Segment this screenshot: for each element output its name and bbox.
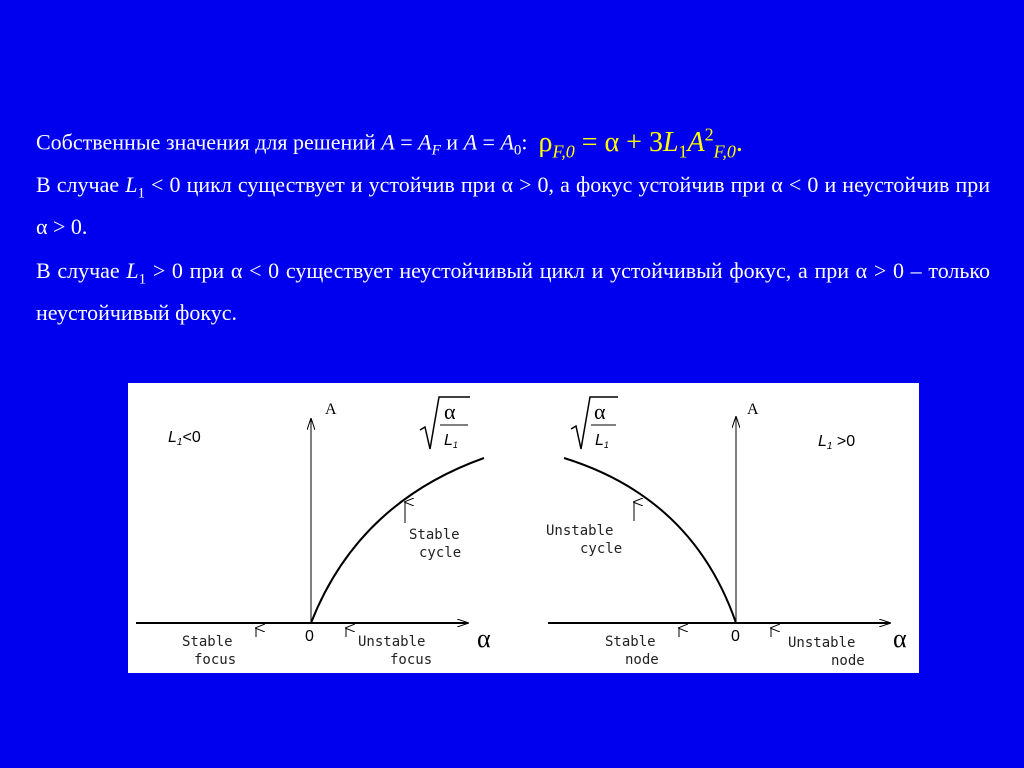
right-origin-label: 0: [731, 628, 740, 645]
svg-text:α: α: [594, 399, 606, 424]
paragraph-l1-positive: [36, 254, 990, 330]
p3-sub: 1: [138, 271, 147, 288]
p1-eq: =: [394, 129, 419, 155]
p1-sub: F: [431, 142, 441, 159]
p3-var-l: L: [126, 258, 139, 283]
p3-text: В случае: [36, 258, 127, 283]
right-alpha-label: α: [893, 624, 907, 653]
p1-var-a: A: [381, 129, 395, 155]
p2-sub: 1: [137, 185, 145, 202]
eigenvalue-formula: $\rho_{F,0} = \alpha + 3L_1A^2_{F,0}$.: [538, 125, 743, 162]
right-panel: [546, 397, 907, 669]
p1-var-a: A: [418, 129, 432, 155]
svg-text:L1: L1: [595, 432, 609, 450]
p1-colon: :: [521, 129, 528, 155]
svg-text:α: α: [444, 399, 456, 424]
right-left-label-2: node: [625, 652, 659, 668]
right-y-label: A: [747, 401, 759, 418]
left-origin-label: 0: [305, 628, 314, 645]
left-condition-label: L1<0: [168, 429, 201, 448]
left-y-label: A: [325, 401, 337, 418]
left-left-label-1: Stable: [182, 634, 233, 650]
p1-and: и: [440, 129, 464, 155]
left-curve-label-1: Stable: [409, 527, 460, 543]
right-right-label-2: node: [831, 653, 865, 669]
left-left-label-2: focus: [194, 652, 237, 668]
left-curve-label-2: cycle: [419, 545, 462, 561]
right-sqrt-formula: [571, 397, 618, 450]
right-condition-label: L1 >0: [818, 433, 856, 452]
left-right-label-1: Unstable: [358, 634, 426, 650]
left-panel: [136, 397, 491, 668]
right-left-label-1: Stable: [605, 634, 656, 650]
paragraph-l1-negative: [36, 168, 990, 244]
p3-text-rest: > 0 при α < 0 существует неустойчивый цикл и устойчивый фокус, а при α > 0 – только неустойчивый фокус.: [36, 258, 990, 326]
p1-sub: 0: [513, 142, 522, 159]
p2-text-rest: < 0 цикл существует и устойчив при α > 0, а фокус устойчив при α < 0 и неустойчив при α > 0.: [36, 172, 991, 240]
p1-text: Собственные значения для решений: [36, 129, 382, 155]
p2-var-l: L: [125, 172, 138, 197]
right-curve-label-1: Unstable: [546, 523, 614, 539]
right-right-label-1: Unstable: [788, 635, 856, 651]
left-alpha-label: α: [477, 624, 491, 653]
left-right-label-2: focus: [390, 652, 433, 668]
p1-var-a: A: [463, 129, 478, 155]
p1-var-a: A: [500, 129, 514, 155]
right-curve-label-2: cycle: [580, 541, 623, 557]
paragraph-eigenvalues: [36, 115, 990, 172]
svg-text:L1: L1: [444, 432, 458, 450]
left-sqrt-formula: [420, 397, 470, 450]
p1-eq: =: [477, 129, 501, 155]
bifurcation-diagram: [128, 383, 919, 673]
p2-text: В случае: [36, 172, 126, 197]
